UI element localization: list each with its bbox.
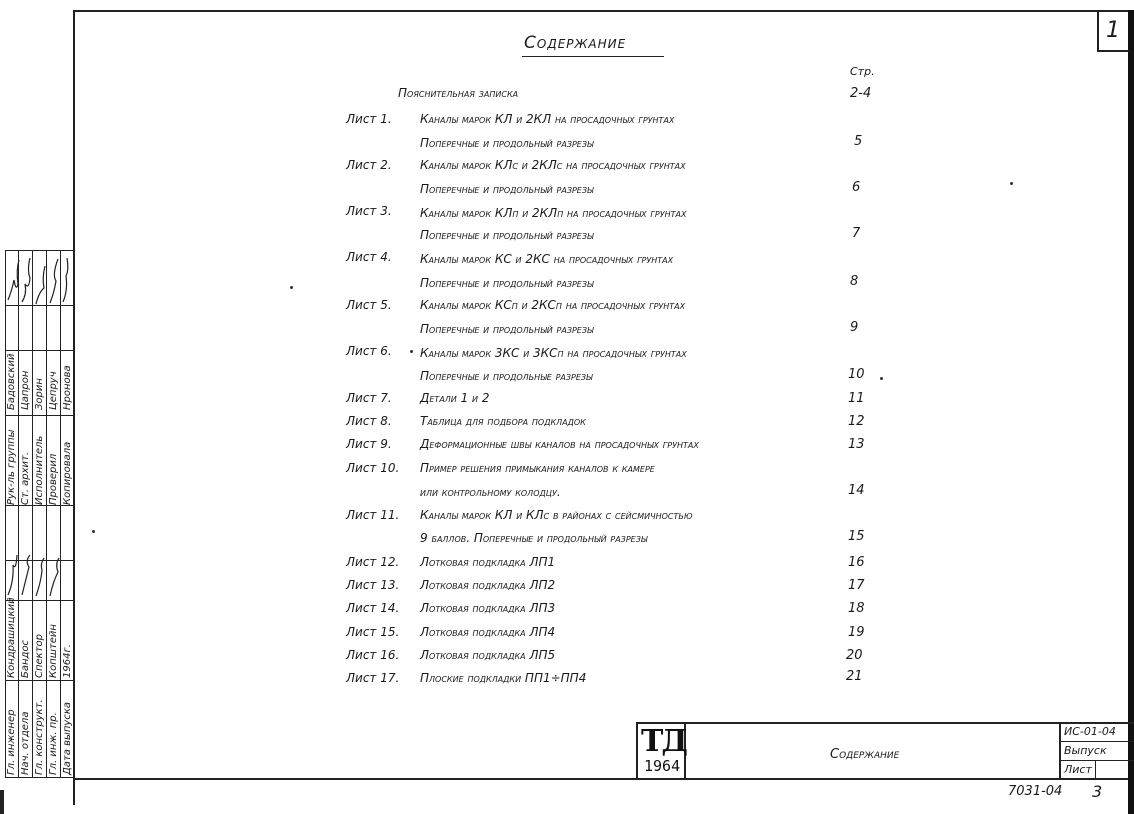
scan-speck <box>290 286 293 289</box>
sheet-title: Лотковая подкладка ЛП1 <box>420 555 556 569</box>
sheet-title: Лотковая подкладка ЛП3 <box>420 601 556 615</box>
page-title: Содержание <box>524 33 627 53</box>
sheet-label: Лист 14. <box>346 601 400 615</box>
sheet-subtitle: или контрольному колодцу. <box>420 485 561 499</box>
sheet-label: Лист 3. <box>346 204 392 218</box>
stamp-name: 1964г. <box>62 644 73 678</box>
scan-speck <box>92 530 95 533</box>
stamp-role: Гл. инж. пр. <box>48 712 59 775</box>
sheet-page: 16 <box>848 555 865 570</box>
sheet-label: Лист 6. <box>346 344 392 358</box>
sheet-label: Лист 11. <box>346 508 400 522</box>
stamp-role: Копировала <box>62 441 73 505</box>
frame-top-border <box>73 10 1134 12</box>
series-code: ИС-01-04 <box>1064 725 1116 738</box>
sheet-label: Лист 8. <box>346 414 392 428</box>
sheet-page: 15 <box>848 529 865 544</box>
stamp-name: Копштейн <box>48 624 59 678</box>
sheet-page: 18 <box>848 601 865 616</box>
sheet-label: Лист 4. <box>346 250 392 264</box>
archive-number: 7031-04 <box>1008 784 1063 799</box>
sheet-title: Каналы марок КЛп и 2КЛп на просадочных грунтах <box>420 206 687 220</box>
stamp-name: Цепруч <box>48 371 59 410</box>
sheet-page: 21 <box>846 669 863 684</box>
scan-edge-mark <box>0 790 4 814</box>
sheet-label: Лист 13. <box>346 578 400 592</box>
sheet-label: Лист 7. <box>346 391 392 405</box>
stamp-role: Рук-ль группы <box>6 429 17 505</box>
stamp-role: Проверил <box>48 453 59 505</box>
intro-label: Пояснительная записка <box>398 86 519 100</box>
approval-stamp <box>5 250 73 778</box>
scan-speck <box>1010 182 1013 185</box>
sheet-title: Каналы марок КСп и 2КСп на просадочных грунтах <box>420 298 686 312</box>
stamp-role: Ст. архит. <box>20 451 31 505</box>
sheet-subtitle: Поперечные и продольный разрезы <box>420 322 594 336</box>
sheet-subtitle: 9 баллов. Поперечные и продольный разрезы <box>420 531 648 545</box>
sheet-page: 17 <box>848 578 865 593</box>
sheet-title: Каналы марок КС и 2КС на просадочных грунтах <box>420 252 674 266</box>
stamp-role: Нач. отдела <box>20 711 31 775</box>
scan-speck <box>410 350 413 353</box>
stamp-name: Бадовский <box>6 353 17 410</box>
sheet-title: Пример решения примыкания каналов к камере <box>420 461 655 475</box>
intro-page: 2-4 <box>850 86 872 101</box>
frame-right-edge <box>1128 10 1134 814</box>
issue-label: Выпуск <box>1064 744 1107 757</box>
sheet-page: 10 <box>848 367 865 382</box>
signature-scribbles <box>5 250 73 778</box>
code-row-divider <box>1059 741 1134 742</box>
stamp-name: Кондрашицкий <box>6 597 17 678</box>
sheet-page: 8 <box>850 274 859 289</box>
sheet-page: 19 <box>848 625 865 640</box>
sheet-title: Таблица для подбора подкладок <box>420 414 586 428</box>
stamp-name: Спектор <box>34 633 45 678</box>
sheet-page: 13 <box>848 437 865 452</box>
corner-sheet-number: 1 <box>1106 18 1120 43</box>
sheet-subtitle: Поперечные и продольные разрезы <box>420 369 593 383</box>
sheet-label: Лист 2. <box>346 158 392 172</box>
sheet-label: Лист 16. <box>346 648 400 662</box>
sheet-subtitle: Поперечные и продольный разрезы <box>420 136 594 150</box>
stamp-role: Дата выпуска <box>62 702 73 775</box>
sheet-title: Каналы марок КЛ и КЛс в районах с сейсмичностью <box>420 508 693 522</box>
sheet-page: 20 <box>846 648 863 663</box>
scan-speck <box>880 377 883 380</box>
stamp-name: Зорин <box>34 378 45 410</box>
sheet-page: 5 <box>854 134 863 149</box>
sheet-label: Лист 1. <box>346 112 392 126</box>
sheet-title: Лотковая подкладка ЛП5 <box>420 648 556 662</box>
sheet-label: Лист 10. <box>346 461 400 475</box>
sheet-page: 12 <box>848 414 865 429</box>
sheet-title: Деформационные швы каналов на просадочных грунтах <box>420 437 699 451</box>
sheet-page: 6 <box>852 180 861 195</box>
frame-left-border <box>73 10 75 805</box>
sheet-label: Лист 9. <box>346 437 392 451</box>
sheet-label: Лист 15. <box>346 625 400 639</box>
page-column-header: Стр. <box>850 65 875 78</box>
sheet-label: Лист 12. <box>346 555 400 569</box>
sheet-title: Плоские подкладки ПП1÷ПП4 <box>420 671 587 685</box>
sheet-label: Лист 17. <box>346 671 400 685</box>
sheet-subtitle: Поперечные и продольный разрезы <box>420 182 594 196</box>
sheet-subtitle: Поперечные и продольный разрезы <box>420 276 594 290</box>
stamp-role: Гл. конструкт. <box>34 699 45 775</box>
sheet-page: 9 <box>850 320 859 335</box>
sheet-title: Детали 1 и 2 <box>420 391 490 405</box>
code-row-divider <box>1059 760 1134 761</box>
sheet-subtitle: Поперечные и продольный разрезы <box>420 228 594 242</box>
sheet-title: Каналы марок КЛ и 2КЛ на просадочных грунтах <box>420 112 675 126</box>
sheet-label: Лист 5. <box>346 298 392 312</box>
page-number: 3 <box>1092 782 1103 801</box>
stamp-name: Нронова <box>62 365 73 410</box>
sheet-title: Каналы марок 3КС и 3КСп на просадочных грунтах <box>420 346 687 360</box>
title-block-name: Содержание <box>830 747 900 762</box>
code-column-divider <box>1095 760 1096 778</box>
logo-year: 1964 <box>644 757 681 775</box>
sheet-title: Лотковая подкладка ЛП2 <box>420 578 556 592</box>
sheet-label: Лист <box>1064 763 1092 776</box>
stamp-name: Бандос <box>20 639 31 678</box>
publisher-logo: ТД <box>641 724 686 759</box>
stamp-role: Исполнитель <box>34 435 45 505</box>
sheet-page: 7 <box>852 226 861 241</box>
sheet-page: 14 <box>848 483 865 498</box>
title-underline <box>522 56 664 57</box>
sheet-title: Каналы марок КЛс и 2КЛс на просадочных грунтах <box>420 158 686 172</box>
stamp-role: Гл. инженер <box>6 709 17 775</box>
sheet-title: Лотковая подкладка ЛП4 <box>420 625 556 639</box>
sheet-page: 11 <box>848 391 865 406</box>
stamp-name: Цапрон <box>20 370 31 410</box>
